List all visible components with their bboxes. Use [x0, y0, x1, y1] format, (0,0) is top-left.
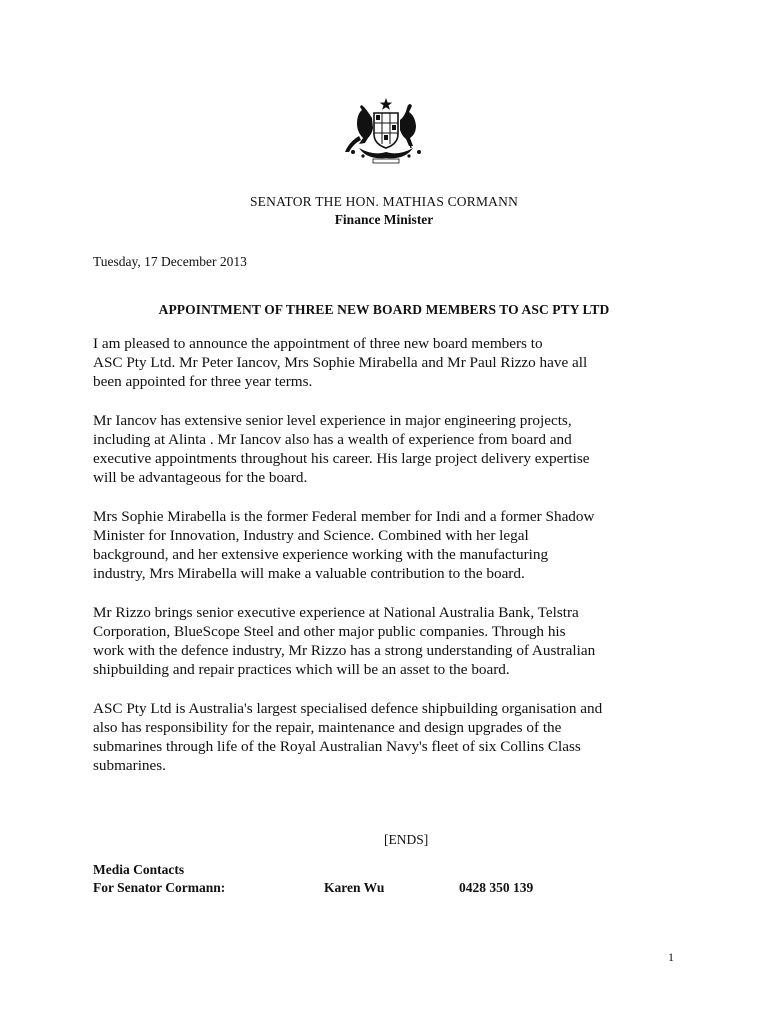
- paragraph-5: ASC Pty Ltd is Australia's largest specialised defence shipbuilding organisation and also has responsibility for the repair, maintenance and design upgrades of the submarines through life of the Royal Australian Navy's fleet of six Collins Class submarines.: [93, 699, 603, 775]
- release-date: Tuesday, 17 December 2013: [93, 254, 247, 269]
- paragraph-2: Mr Iancov has extensive senior level experience in major engineering projects, including at Alinta . Mr Iancov also has a wealth of experience from board and executive appointments throughout his career. His large project delivery expertise will be advantageous for the board.: [93, 411, 590, 487]
- contact-label: For Senator Cormann:: [93, 880, 226, 895]
- media-contact-row: [93, 880, 653, 898]
- media-contacts-heading: Media Contacts: [93, 862, 185, 877]
- paragraph-1: I am pleased to announce the appointment of three new board members to ASC Pty Ltd. Mr Peter Iancov, Mrs Sophie Mirabella and Mr Paul Rizzo have all been appointed for three year terms.: [93, 335, 588, 391]
- contact-name: Karen Wu: [324, 880, 385, 895]
- page-number: 1: [668, 950, 674, 964]
- ends-marker: [ENDS]: [384, 832, 429, 847]
- coat-of-arms-icon: [339, 96, 433, 164]
- paragraph-4: Mr Rizzo brings senior executive experience at National Australia Bank, Telstra Corporation, BlueScope Steel and other major public companies. Through his work with the defence industry, Mr Rizzo has a strong understanding of Australian shipbuilding and repair practices which will be an asset to the board.: [93, 603, 596, 679]
- senator-name: SENATOR THE HON. MATHIAS CORMANN: [249, 194, 519, 209]
- contact-phone: 0428 350 139: [459, 880, 534, 895]
- minister-role: Finance Minister: [334, 212, 434, 227]
- paragraph-3: Mrs Sophie Mirabella is the former Federal member for Indi and a former Shadow Minister for Innovation, Industry and Science. Combined with her legal background, and her extensive experience working with the manufacturing industry, Mrs Mirabella will make a valuable contribution to the board.: [93, 507, 595, 583]
- body-text: [93, 334, 683, 795]
- document-title: APPOINTMENT OF THREE NEW BOARD MEMBERS TO ASC PTY LTD: [158, 302, 610, 317]
